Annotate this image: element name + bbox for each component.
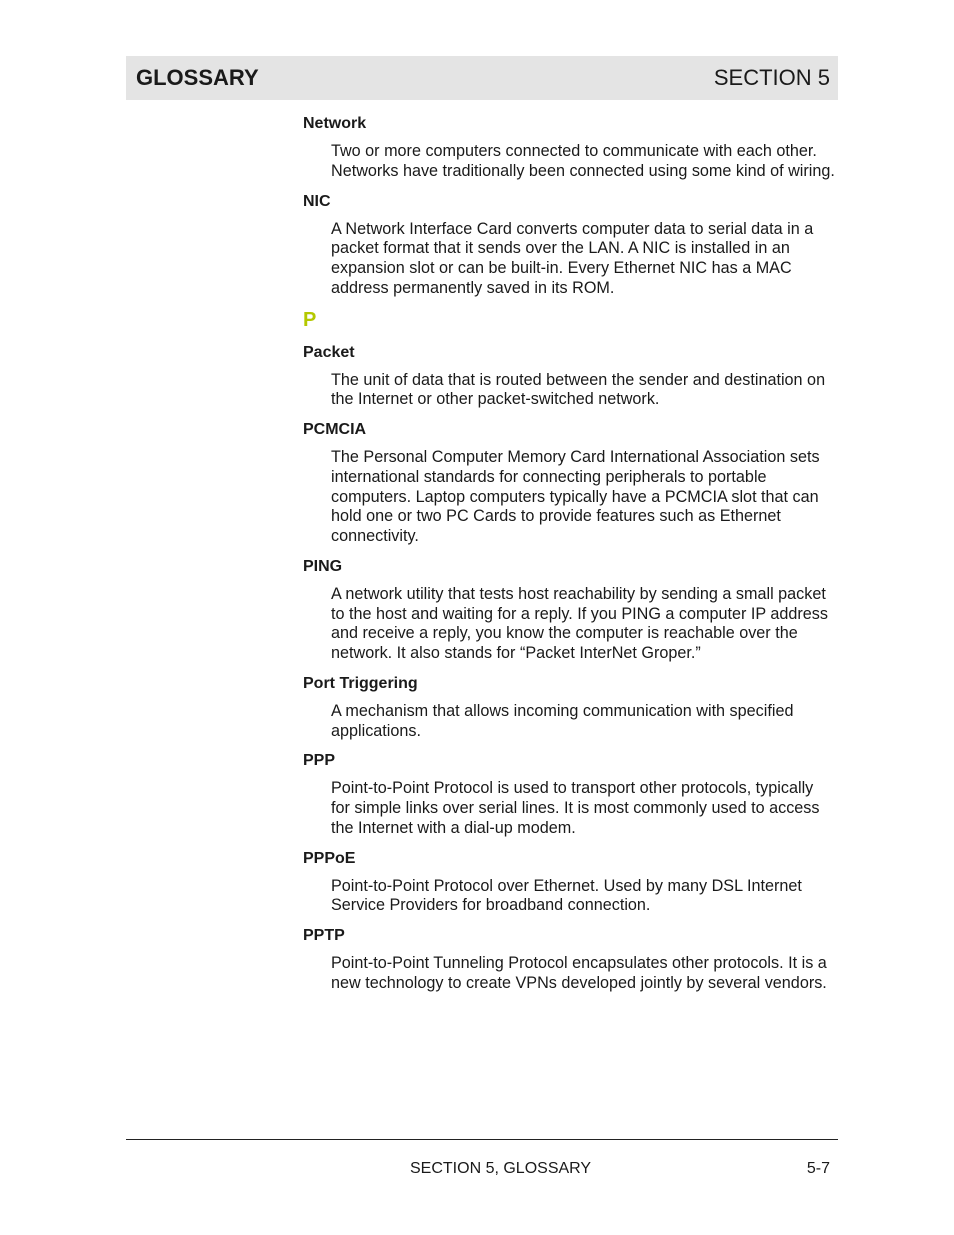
glossary-entry bbox=[303, 674, 838, 742]
footer-divider bbox=[126, 1139, 838, 1140]
glossary-definition: Point-to-Point Protocol is used to transport other protocols, typically for simple links over serial lines. It is most commonly used to access the Internet with a dial-up modem. bbox=[331, 779, 820, 837]
footer-section-label: SECTION 5, GLOSSARY bbox=[410, 1160, 592, 1177]
header-section-title: SECTION 5 bbox=[713, 65, 830, 90]
glossary-term: Port Triggering bbox=[303, 674, 418, 692]
glossary-term: PPP bbox=[303, 752, 336, 770]
section-letter-heading: P bbox=[303, 308, 317, 331]
glossary-term: PING bbox=[303, 557, 343, 575]
glossary-entry bbox=[303, 751, 838, 838]
glossary-term: Network bbox=[303, 115, 367, 132]
page-header bbox=[126, 56, 838, 100]
glossary-definition: A network utility that tests host reachability by sending a small packet to the host and waiting for a reply. If you PING a computer IP address and receive a reply, you know the computer is reachable over the network. It also stands for “Packet InterNet Groper.” bbox=[331, 584, 828, 662]
glossary-term: PPPoE bbox=[303, 849, 356, 867]
glossary-entry bbox=[303, 926, 838, 994]
glossary-content bbox=[303, 114, 838, 1004]
glossary-entry bbox=[303, 849, 838, 917]
glossary-entry bbox=[303, 343, 838, 411]
glossary-term: PPTP bbox=[303, 927, 345, 944]
glossary-definition: Point-to-Point Tunneling Protocol encapsulates other protocols. It is a new technology to create VPNs developed jointly by several vendors. bbox=[331, 954, 827, 992]
glossary-definition: A mechanism that allows incoming communication with specified applications. bbox=[331, 701, 794, 740]
header-glossary-title: GLOSSARY bbox=[136, 65, 259, 90]
glossary-entry bbox=[303, 420, 838, 547]
glossary-term: Packet bbox=[303, 343, 355, 361]
glossary-entry bbox=[303, 192, 838, 299]
glossary-definition: The unit of data that is routed between the sender and destination on the Internet or other packet-switched network. bbox=[331, 370, 826, 409]
glossary-definition: The Personal Computer Memory Card International Association sets international standards for connecting peripherals to portable computers. Laptop computers typically have a PCMCIA slot that can hold one or two PC Cards to provide features such as Ethernet connectivity. bbox=[331, 448, 820, 545]
glossary-term: PCMCIA bbox=[303, 421, 367, 438]
page-number: 5-7 bbox=[806, 1160, 830, 1177]
glossary-entry bbox=[303, 114, 838, 182]
glossary-definition: A Network Interface Card converts computer data to serial data in a packet format that it sends over the LAN. A NIC is installed in an expansion slot or can be built-in. Every Ethernet NIC has a MAC address permanently saved in its ROM. bbox=[331, 219, 814, 297]
glossary-definition: Point-to-Point Protocol over Ethernet. Used by many DSL Internet Service Providers for broadband connection. bbox=[331, 876, 802, 915]
glossary-entry bbox=[303, 557, 838, 664]
glossary-term: NIC bbox=[303, 192, 331, 210]
glossary-definition: Two or more computers connected to communicate with each other. Networks have traditionally been connected using some kind of wiring. bbox=[331, 142, 835, 180]
